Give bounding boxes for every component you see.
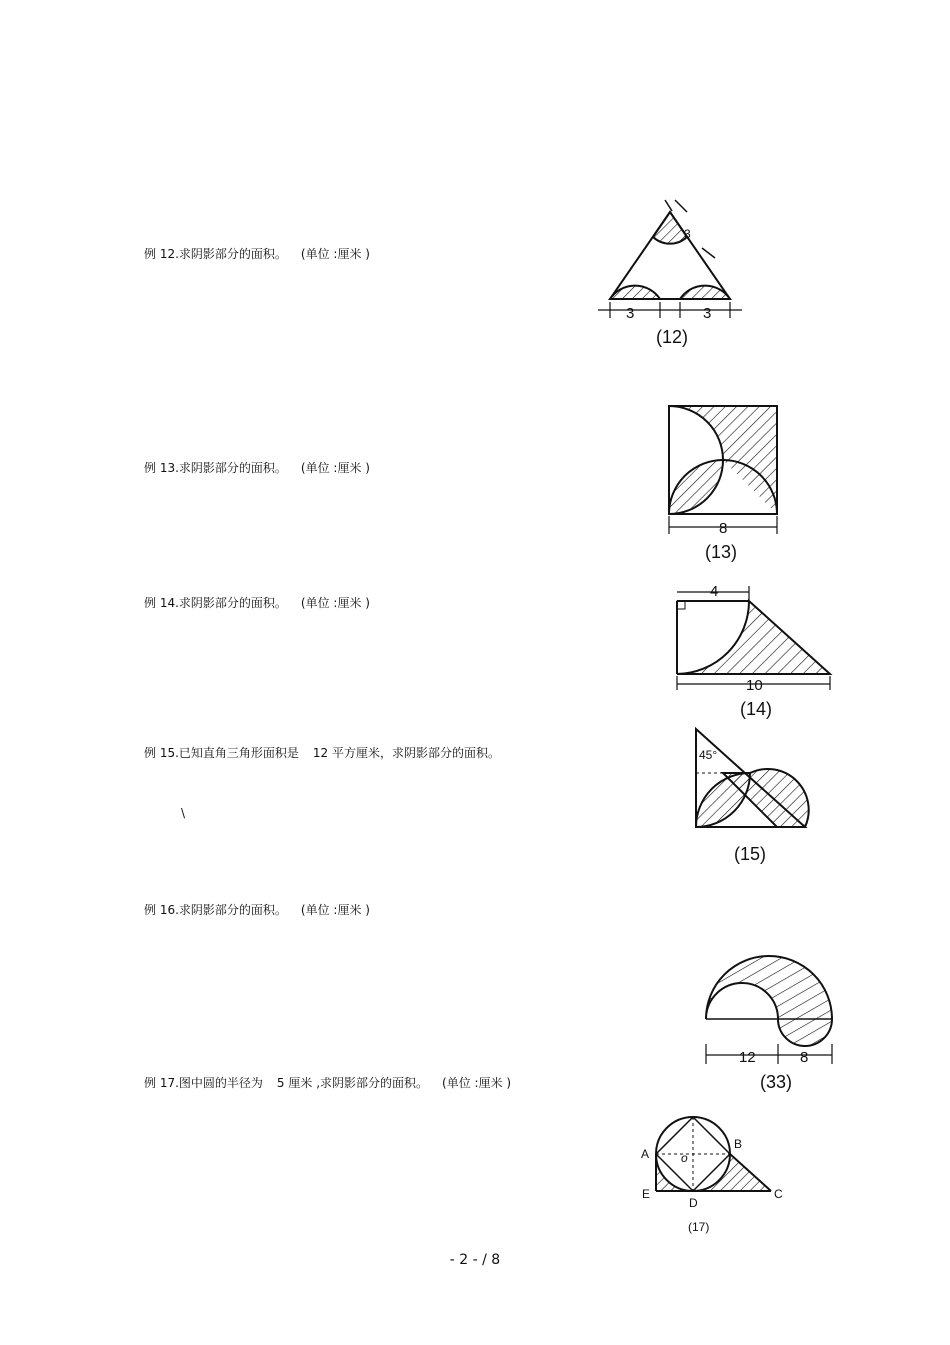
question-16: 例 16.求阴影部分的面积。 (单位 :厘米 ) <box>144 903 370 917</box>
label-a: A <box>641 1147 650 1161</box>
question-13: 例 13.求阴影部分的面积。 (单位 :厘米 ) <box>144 461 370 475</box>
dim-left-label: 12 <box>739 1049 756 1066</box>
figure-12 <box>590 190 760 360</box>
figure-15 <box>685 722 815 867</box>
figure-12-caption: (12) <box>656 327 689 347</box>
dim-right-label: 3 <box>703 305 712 322</box>
stray-mark: \ <box>181 806 186 820</box>
shaded-region-right <box>693 1154 771 1191</box>
dim-top-label: 4 <box>710 583 719 600</box>
dim-right-label: 8 <box>800 1049 809 1066</box>
figure-13 <box>660 398 790 568</box>
dim-left-label: 3 <box>626 305 635 322</box>
question-17: 例 17.图中圆的半径为 5 厘米 ,求阴影部分的面积。 (单位 :厘米 ) <box>144 1076 512 1090</box>
label-e: E <box>642 1187 651 1201</box>
shaded-crescent <box>706 956 832 1046</box>
figure-14-caption: (14) <box>740 699 773 719</box>
question-14: 例 14.求阴影部分的面积。 (单位 :厘米 ) <box>144 596 370 610</box>
label-o: o <box>681 1151 688 1165</box>
question-12: 例 12.求阴影部分的面积。 (单位 :厘米 ) <box>144 247 370 261</box>
dim-bottom-label: 10 <box>746 677 763 694</box>
figure-17-caption: (17) <box>688 1220 710 1234</box>
dim-top-label: 3 <box>684 227 691 241</box>
figure-15-caption: (15) <box>734 844 767 864</box>
figure-14 <box>668 580 838 720</box>
label-b: B <box>734 1137 743 1151</box>
label-c: C <box>774 1187 783 1201</box>
angle-label: 45° <box>699 748 718 762</box>
page-number: - 2 - / 8 <box>449 1252 501 1268</box>
shaded-sector-top <box>653 212 687 244</box>
figure-13-caption: (13) <box>705 542 738 562</box>
dim-label: 8 <box>719 520 728 537</box>
figure-17 <box>636 1100 791 1240</box>
question-15: 例 15.已知直角三角形面积是 12 平方厘米，求阴影部分的面积。 <box>144 746 501 760</box>
shaded-region <box>677 601 830 674</box>
figure-16-caption: (33) <box>760 1072 793 1092</box>
label-d: D <box>689 1196 698 1210</box>
figure-16 <box>695 945 845 1095</box>
